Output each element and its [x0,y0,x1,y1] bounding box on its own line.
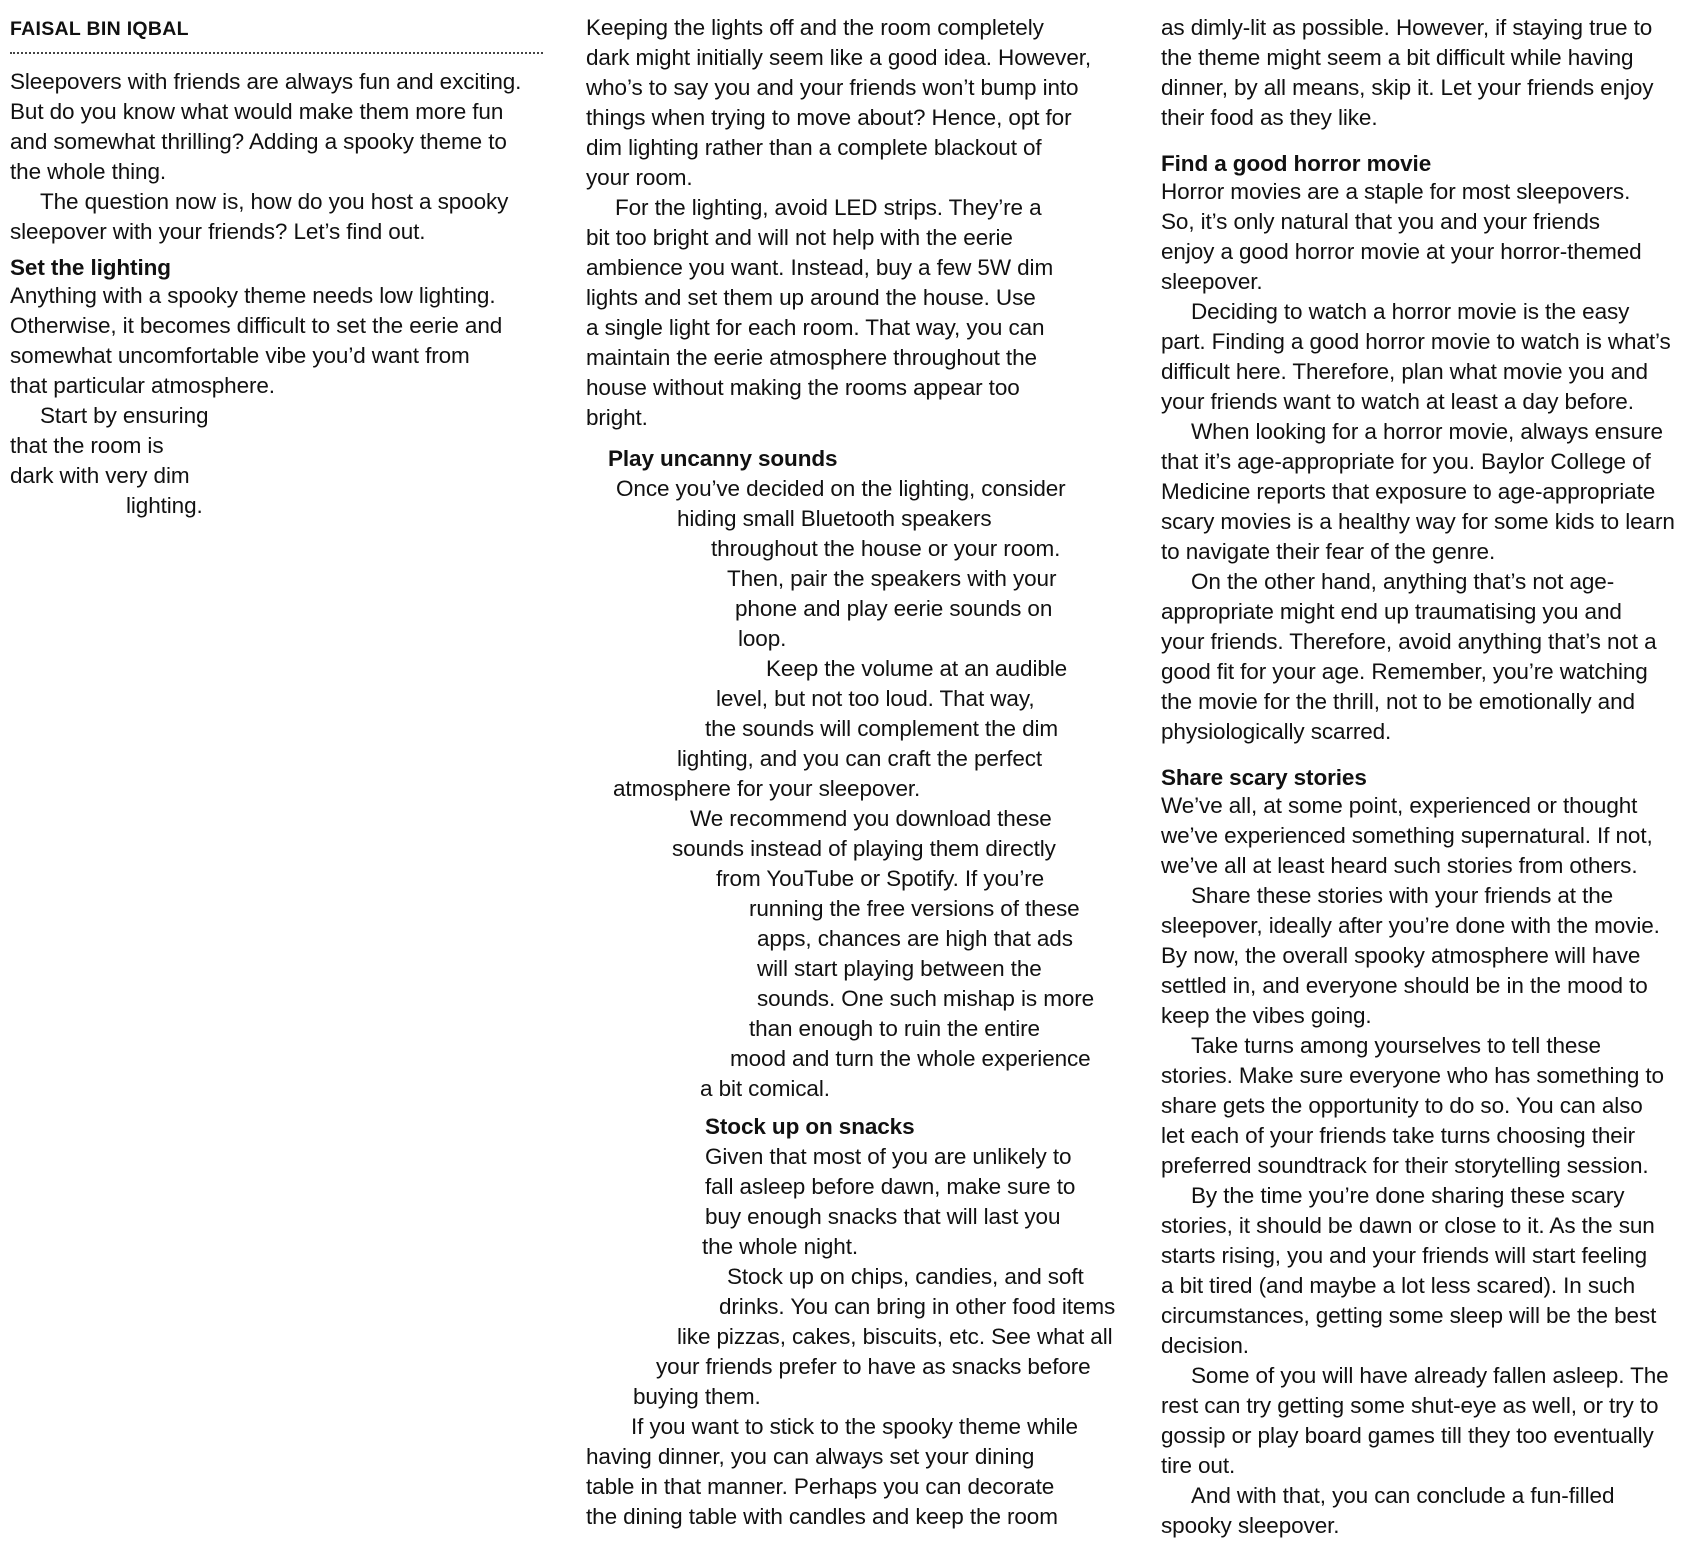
body-text-line: Given that most of you are unlikely to [705,1144,1072,1169]
body-text-line: enjoy a good horror movie at your horror-themed [1161,239,1642,264]
body-text-line: the dining table with candles and keep the room [586,1504,1058,1529]
byline: FAISAL BIN IQBAL [10,18,189,40]
body-text-line: sleepover with your friends? Let’s find out. [10,219,426,244]
body-text-line: If you want to stick to the spooky theme while [631,1414,1078,1439]
body-text-line: The question now is, how do you host a spooky [40,189,509,214]
body-text-line: to navigate their fear of the genre. [1161,539,1496,564]
body-text-line: Stock up on chips, candies, and soft [727,1264,1084,1289]
body-text-line: part. Finding a good horror movie to watch is what’s [1161,329,1671,354]
body-text-line: share gets the opportunity to do so. You can also [1161,1093,1643,1118]
body-text-line: table in that manner. Perhaps you can decorate [586,1474,1055,1499]
body-text-line: phone and play eerie sounds on [735,596,1053,621]
body-text-line: Anything with a spooky theme needs low lighting. [10,283,496,308]
body-text-line: who’s to say you and your friends won’t bump into [586,75,1079,100]
body-text-line: Deciding to watch a horror movie is the easy [1191,299,1630,324]
body-text-line: dim lighting rather than a complete blackout of [586,135,1042,160]
section-heading: Stock up on snacks [705,1114,915,1139]
body-text-line: the movie for the thrill, not to be emotionally and [1161,689,1635,714]
section-heading: Set the lighting [10,255,171,280]
section-heading: Share scary stories [1161,765,1367,790]
body-text-line: ambience you want. Instead, buy a few 5W dim [586,255,1054,280]
body-text-line: will start playing between the [757,956,1042,981]
body-text-line: stories. Make sure everyone who has something to [1161,1063,1664,1088]
body-text-line: Then, pair the speakers with your [727,566,1057,591]
body-text-line: We recommend you download these [690,806,1052,831]
body-text-line: a bit tired (and maybe a lot less scared). In such [1161,1273,1635,1298]
body-text-line: things when trying to move about? Hence, opt for [586,105,1072,130]
body-text-line: a bit comical. [700,1076,830,1101]
body-text-line: On the other hand, anything that’s not age- [1191,569,1615,594]
body-text-line: scary movies is a healthy way for some kids to learn [1161,509,1675,534]
body-text-line: bright. [586,405,648,430]
body-text-line: keep the vibes going. [1161,1003,1372,1028]
body-text-line: sleepover, ideally after you’re done with the movie. [1161,913,1660,938]
body-text-line: Sleepovers with friends are always fun and exciting. [10,69,522,94]
body-text-line: let each of your friends take turns choosing their [1161,1123,1636,1148]
body-text-line: that it’s age-appropriate for you. Baylor College of [1161,449,1651,474]
body-text-line: preferred soundtrack for their storytelling session. [1161,1153,1649,1178]
body-text-line: Share these stories with your friends at the [1191,883,1614,908]
body-text-line: sleepover. [1161,269,1263,294]
body-text-line: spooky sleepover. [1161,1513,1340,1538]
body-text-line: level, but not too loud. That way, [716,686,1035,711]
body-text-line: Medicine reports that exposure to age-appropriate [1161,479,1656,504]
body-text-line: Start by ensuring [40,403,209,428]
body-text-line: appropriate might end up traumatising you and [1161,599,1622,624]
body-text-line: the sounds will complement the dim [705,716,1059,741]
body-text-line: buy enough snacks that will last you [705,1204,1061,1229]
body-text-line: starts rising, you and your friends will start feeling [1161,1243,1648,1268]
body-text-line: throughout the house or your room. [711,536,1061,561]
body-text-line: By now, the overall spooky atmosphere will have [1161,943,1641,968]
body-text-line: Horror movies are a staple for most sleepovers. [1161,179,1631,204]
body-text-line: loop. [738,626,787,651]
section-heading: Play uncanny sounds [608,446,838,471]
body-text-line: Once you’ve decided on the lighting, consider [616,476,1066,501]
body-text-line: as dimly-lit as possible. However, if staying true to [1161,15,1653,40]
byline-divider [10,52,543,54]
body-text-line: lights and set them up around the house. Use [586,285,1036,310]
body-text-line: lighting, and you can craft the perfect [677,746,1043,771]
body-text-line: maintain the eerie atmosphere throughout the [586,345,1037,370]
body-text-line: from YouTube or Spotify. If you’re [716,866,1045,891]
body-text-line: somewhat uncomfortable vibe you’d want from [10,343,470,368]
section-heading: Find a good horror movie [1161,151,1432,176]
body-text-line: your room. [586,165,693,190]
body-text-line: We’ve all, at some point, experienced or thought [1161,793,1638,818]
body-text-line: good fit for your age. Remember, you’re watching [1161,659,1648,684]
body-text-line: Some of you will have already fallen asleep. The [1191,1363,1669,1388]
body-text-line: rest can try getting some shut-eye as well, or try to [1161,1393,1659,1418]
body-text-line: Take turns among yourselves to tell these [1191,1033,1601,1058]
body-text-line: your friends prefer to have as snacks before [656,1354,1091,1379]
body-text-line: your friends want to watch at least a day before. [1161,389,1634,414]
body-text-line: that particular atmosphere. [10,373,275,398]
body-text-line: Otherwise, it becomes difficult to set the eerie and [10,313,503,338]
body-text-line: a single light for each room. That way, you can [586,315,1045,340]
body-text-line: sounds. One such mishap is more [757,986,1095,1011]
body-text-line: running the free versions of these [749,896,1080,921]
body-text-line: decision. [1161,1333,1249,1358]
body-text-line: Keep the volume at an audible [766,656,1068,681]
body-text-line: hiding small Bluetooth speakers [677,506,992,531]
body-text-line: For the lighting, avoid LED strips. They’re a [615,195,1042,220]
body-text-line: we’ve experienced something supernatural. If not, [1161,823,1653,848]
body-text-line: difficult here. Therefore, plan what movie you and [1161,359,1648,384]
body-text-line: buying them. [633,1384,761,1409]
body-text-line: like pizzas, cakes, biscuits, etc. See what all [677,1324,1113,1349]
body-text-line: bit too bright and will not help with the eerie [586,225,1013,250]
body-text-line: And with that, you can conclude a fun-filled [1191,1483,1615,1508]
body-text-line: circumstances, getting some sleep will be the best [1161,1303,1657,1328]
body-text-line: tire out. [1161,1453,1236,1478]
body-text-line: dark might initially seem like a good idea. However, [586,45,1092,70]
body-text-line: dark with very dim [10,463,190,488]
body-text-line: stories, it should be dawn or close to it. As the sun [1161,1213,1655,1238]
body-text-line: that the room is [10,433,164,458]
body-text-line: house without making the rooms appear too [586,375,1020,400]
body-text-line: and somewhat thrilling? Adding a spooky theme to [10,129,507,154]
body-text-line: the whole night. [702,1234,859,1259]
body-text-line: atmosphere for your sleepover. [613,776,921,801]
body-text-line: settled in, and everyone should be in the mood to [1161,973,1648,998]
body-text-line: When looking for a horror movie, always ensure [1191,419,1663,444]
body-text-line: the theme might seem a bit difficult while having [1161,45,1634,70]
body-text-line: So, it’s only natural that you and your friends [1161,209,1600,234]
body-text-line: apps, chances are high that ads [757,926,1073,951]
body-text-line: fall asleep before dawn, make sure to [705,1174,1076,1199]
body-text-line: But do you know what would make them more fun [10,99,504,124]
body-text-line: Keeping the lights off and the room completely [586,15,1044,40]
body-text-line: gossip or play board games till they too eventually [1161,1423,1654,1448]
body-text-line: drinks. You can bring in other food items [719,1294,1116,1319]
body-text-line: having dinner, you can always set your dining [586,1444,1035,1469]
body-text-line: By the time you’re done sharing these scary [1191,1183,1625,1208]
body-text-line: their food as they like. [1161,105,1378,130]
body-text-line: your friends. Therefore, avoid anything that’s not a [1161,629,1657,654]
body-text-line: mood and turn the whole experience [730,1046,1091,1071]
body-text-line: the whole thing. [10,159,167,184]
body-text-line: sounds instead of playing them directly [672,836,1056,861]
body-text-line: physiologically scarred. [1161,719,1392,744]
body-text-line: than enough to ruin the entire [749,1016,1040,1041]
body-text-line: dinner, by all means, skip it. Let your friends enjoy [1161,75,1654,100]
body-text-line: we’ve all at least heard such stories from others. [1161,853,1638,878]
body-text-line: lighting. [126,493,203,518]
